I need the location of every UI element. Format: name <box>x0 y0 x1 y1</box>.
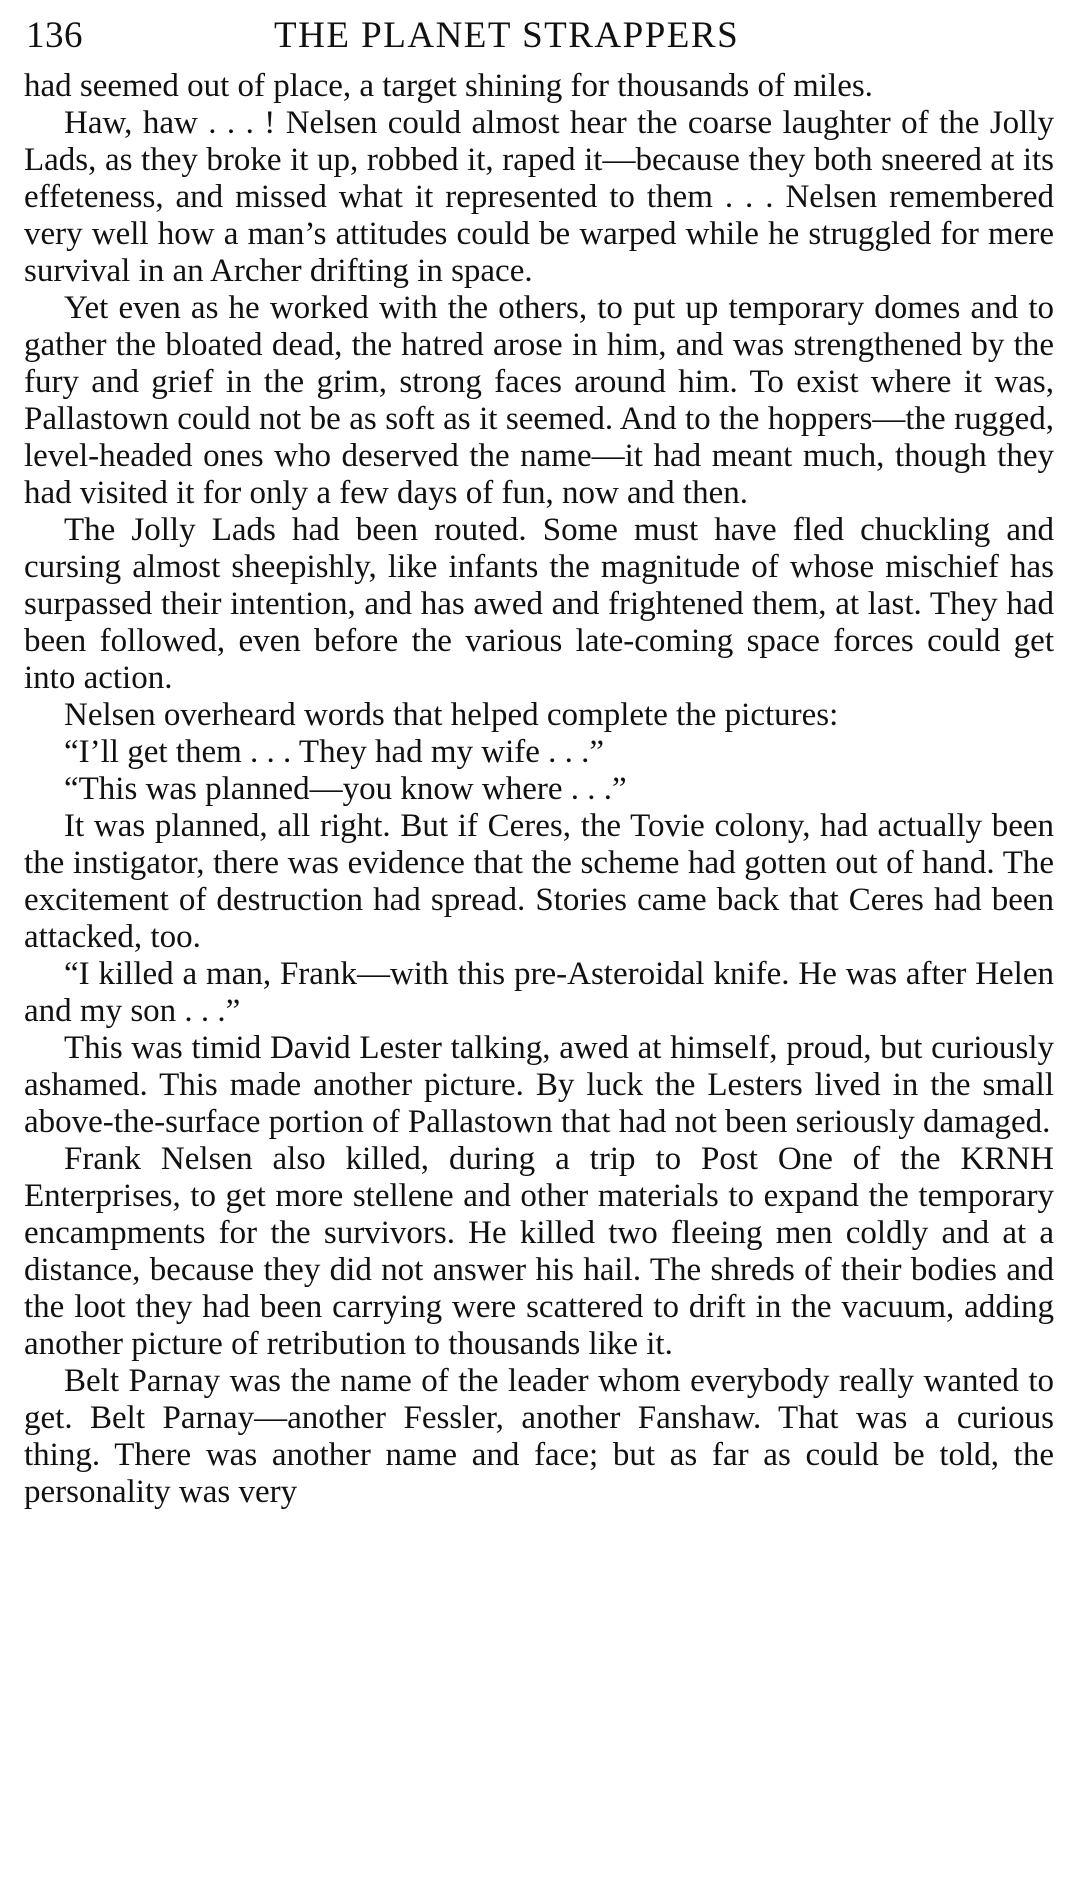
page-number: 136 <box>26 15 83 56</box>
paragraph: Belt Parnay was the name of the leader whom everybody really wanted to get. Belt Parnay—another Fessler, another Fanshaw. That was a curious thing. There was another name and face; but as far as could be told, the personality was very <box>24 1363 1054 1510</box>
paragraph: Yet even as he worked with the others, to put up temporary domes and to gather the bloated dead, the hatred arose in him, and was strengthened by the fury and grief in the grim, strong faces around him. To exist where it was, Pallastown could not be as soft as it seemed. And to the hoppers—the rugged, level-headed ones who deserved the name—it had meant much, though they had visited it for only a few days of fun, now and then. <box>24 290 1054 511</box>
running-head <box>24 0 1054 68</box>
paragraph: The Jolly Lads had been routed. Some must have fled chuckling and cursing almost sheepishly, like infants the magnitude of whose mischief has surpassed their intention, and has awed and frightened them, at last. They had been followed, even before the various late-coming space forces could get into action. <box>24 512 1054 696</box>
paragraph: Haw, haw . . . ! Nelsen could almost hear the coarse laughter of the Jolly Lads, as they broke it up, robbed it, raped it—because they both sneered at its effeteness, and missed what it represented to them . . . Nelsen remembered very well how a man’s attitudes could be warped while he struggled for mere survival in an Archer drifting in space. <box>24 105 1054 289</box>
paragraph: Frank Nelsen also killed, during a trip to Post One of the KRNH Enterprises, to get more stellene and other materials to expand the temporary encampments for the survivors. He killed two fleeing men coldly and at a distance, because they did not answer his hail. The shreds of their bodies and the loot they had been carrying were scattered to drift in the vacuum, adding another picture of retribution to thousands like it. <box>24 1141 1054 1362</box>
dialogue-line: “This was planned—you know where . . .” <box>64 771 627 807</box>
book-title: THE PLANET STRAPPERS <box>274 15 740 56</box>
dialogue-line: “I killed a man, Frank—with this pre-Asteroidal knife. He was after Helen and my son . . .” <box>24 956 1054 1029</box>
book-page <box>24 0 1054 1511</box>
paragraph: This was timid David Lester talking, awed at himself, proud, but curiously ashamed. This made another picture. By luck the Lesters lived in the small above-the-surface portion of Pallastown that had not been seriously damaged. <box>24 1030 1054 1140</box>
paragraph-continued: had seemed out of place, a target shining for thousands of miles. <box>24 68 873 104</box>
paragraph: Nelsen overheard words that helped complete the pictures: <box>64 697 839 733</box>
paragraph: It was planned, all right. But if Ceres, the Tovie colony, had actually been the instigator, there was evidence that the scheme had gotten out of hand. The excitement of destruction had spread. Stories came back that Ceres had been attacked, too. <box>24 808 1054 955</box>
dialogue-line: “I’ll get them . . . They had my wife . . .” <box>64 734 605 770</box>
body-text <box>24 68 1054 1511</box>
